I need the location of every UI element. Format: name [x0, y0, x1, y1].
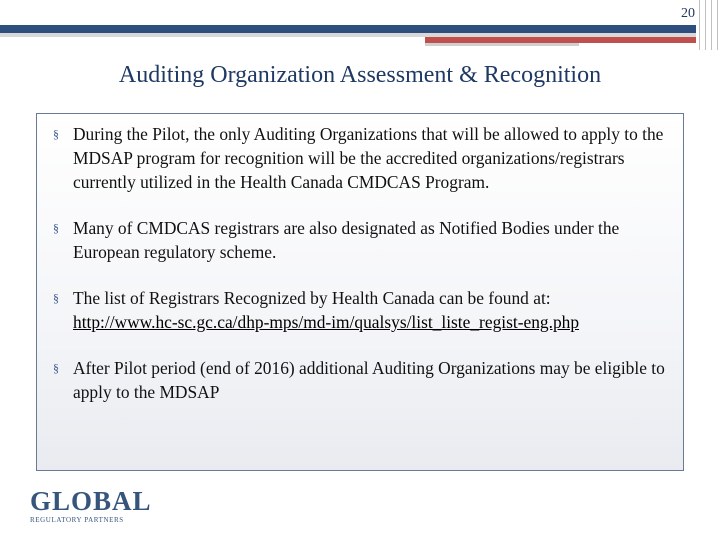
slide-number: 20 — [681, 6, 695, 21]
bullet-text: During the Pilot, the only Auditing Organizations that will be allowed to apply to the MDSAP program for recognition will be the accredited organizations/registrars currently utilized in the Health Canada CMDCAS Program. — [73, 124, 664, 192]
bullet-marker-icon: § — [53, 127, 59, 141]
company-logo — [30, 486, 152, 524]
content-box — [36, 113, 684, 471]
bullet-item — [51, 122, 669, 194]
bullet-item — [51, 356, 669, 404]
decorative-lines — [696, 0, 720, 50]
bullet-item — [51, 286, 669, 334]
bullet-text: Many of CMDCAS registrars are also designated as Notified Bodies under the European regulatory scheme. — [73, 218, 620, 262]
bullet-marker-icon: § — [53, 361, 59, 375]
bullet-marker-icon: § — [53, 291, 59, 305]
header-bar-gray-accent — [425, 43, 579, 46]
bullet-item — [51, 216, 669, 264]
logo-tagline: REGULATORY PARTNERS — [30, 516, 124, 524]
bullet-marker-icon: § — [53, 221, 59, 235]
registrar-list-link[interactable]: http://www.hc-sc.gc.ca/dhp-mps/md-im/qualsys/list_liste_regist-eng.php — [73, 312, 580, 332]
slide-title: Auditing Organization Assessment & Recognition — [118, 62, 602, 88]
bullet-text: After Pilot period (end of 2016) additional Auditing Organizations may be eligible to apply to the MDSAP — [73, 358, 665, 402]
bullet-text: The list of Registrars Recognized by Health Canada can be found at: — [73, 288, 551, 308]
logo-name: GLOBAL — [30, 486, 152, 516]
header-bar-blue — [0, 25, 696, 33]
